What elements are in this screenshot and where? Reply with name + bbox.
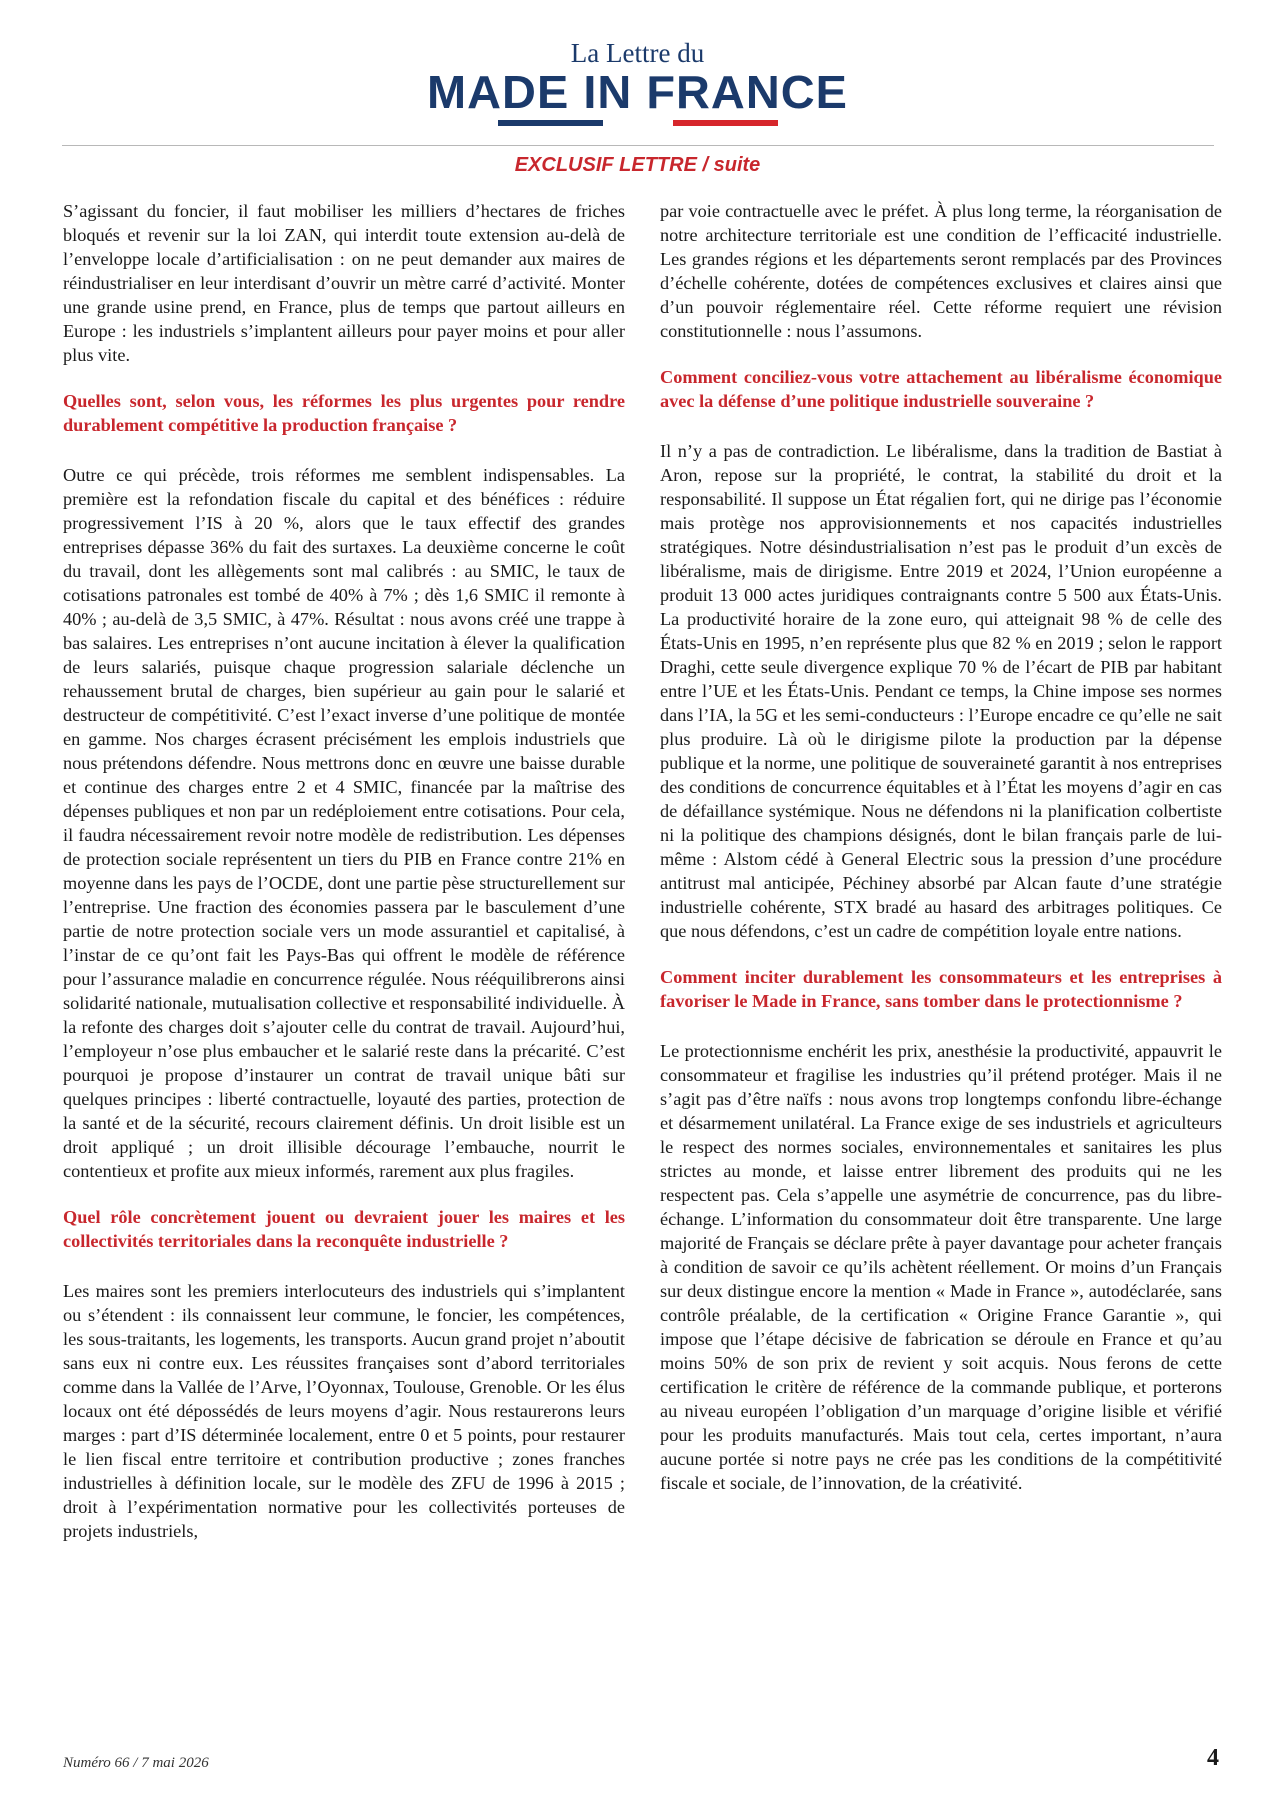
interview-question: Comment conciliez-vous votre attachement au libéralisme économique avec la défense d’une politique industrielle souveraine ?	[660, 367, 1222, 411]
right-column	[660, 199, 1222, 1495]
body-paragraph: Les maires sont les premiers interlocuteurs des industriels qui s’implantent ou s’étendent : ils connaissent leur commune, le foncier, les compétences, les sous-traitants, les logements, les transports. Aucun grand projet n’aboutit sans eux ni contre eux. Les réussites françaises sont d’abord territoriales comme dans la Vallée de l’Arve, l’Oyonnax, Toulouse, Grenoble. Or les élus locaux ont été dépossédés de leurs moyens d’agir. Nous restaurerons leurs marges : part d’IS déterminée localement, entre 0 et 5 points, pour restaurer le lien fiscal entre territoire et contribution productive ; zones franches industrielles à définition locale, sur le modèle des ZFU de 1996 à 2015 ; droit à l’expérimentation normative pour les collectivités porteuses de projets industriels,	[63, 1281, 625, 1541]
interview-question: Quel rôle concrètement jouent ou devraient jouer les maires et les collectivités territoriales dans la reconquête industrielle ?	[63, 1207, 625, 1251]
flag-bar-blue	[498, 120, 603, 126]
header-divider	[62, 145, 1214, 146]
body-paragraph: Le protectionnisme enchérit les prix, anesthésie la productivité, appauvrit le consommateur et fragilise les industries qu’il prétend protéger. Mais il ne s’agit pas d’être naïfs : nous avons trop longtemps confondu libre-échange et désarmement unilatéral. La France exige de ses industriels et agriculteurs le respect des normes sociales, environnementales et sanitaires les plus strictes au monde, et laisse entrer librement des produits qui ne les respectent pas. Cela s’appelle une asymétrie de concurrence, pas du libre-échange. L’information du consommateur doit être transparente. Une large majorité de Français se déclare prête à payer davantage pour acheter français à condition de savoir ce qu’ils achètent réellement. Or moins d’un Français sur deux distingue encore la mention « Made in France », autodéclarée, sans contrôle préalable, de la certification « Origine France Garantie », qui impose que l’étape décisive de fabrication se déroule en France et qu’au moins 50% de son prix de revient y soit acquis. Nous ferons de cette certification le critère de référence de la commande publique, et porterons au niveau européen l’obligation d’un marquage d’origine lisible et vérifié pour les produits manufacturés. Mais tout cela, certes important, n’aura aucune portée si notre pays ne crée pas les conditions de la compétitivité fiscale et sociale, de l’innovation, de la créativité.	[660, 1041, 1222, 1493]
masthead-title: MADE IN FRANCE	[427, 66, 848, 118]
body-paragraph: par voie contractuelle avec le préfet. À plus long terme, la réorganisation de notre architecture territoriale est une condition de l’efficacité industrielle. Les grandes régions et les départements seront remplacés par des Provinces d’échelle cohérente, dotées de compétences exclusives et claires ainsi que d’un pouvoir réglementaire réel. Cette réforme requiert une révision constitutionnelle : nous l’assumons.	[660, 201, 1222, 341]
masthead-flag-bars	[0, 120, 1275, 126]
interview-question: Comment inciter durablement les consommateurs et les entreprises à favoriser le Made in France, sans tomber dans le protectionnisme ?	[660, 967, 1222, 1011]
issue-footer: Numéro 66 / 7 mai 2026	[63, 1755, 209, 1771]
section-label: EXCLUSIF LETTRE / suite	[514, 154, 761, 176]
masthead	[0, 38, 1275, 126]
body-paragraph: Il n’y a pas de contradiction. Le libéralisme, dans la tradition de Bastiat à Aron, repose sur la propriété, le contrat, la stabilité du droit et la responsabilité. Il suppose un État régalien fort, qui ne dirige pas l’économie mais protège nos approvisionnements et nos capacités industrielles stratégiques. Notre désindustrialisation n’est pas le produit d’un excès de libéralisme, mais de dirigisme. Entre 2019 et 2024, l’Union européenne a produit 13 000 actes juridiques contraignants contre 5 500 aux États-Unis. La productivité horaire de la zone euro, qui atteignait 98 % de celle des États-Unis en 1995, n’en représente plus que 82 % en 2019 ; selon le rapport Draghi, cette seule divergence explique 70 % de l’écart de PIB par habitant entre l’UE et les États-Unis. Pendant ce temps, la Chine impose ses normes dans l’IA, la 5G et les semi-conducteurs : l’Europe encadre ce qu’elle ne sait plus produire. Là où le dirigisme pilote la production par la dépense publique et la norme, une politique de souveraineté garantit à nos entreprises des conditions de concurrence équitables et à l’État les moyens d’agir en cas de défaillance systémique. Nous ne défendons ni la planification colbertiste ni la politique des champions désignés, dont le bilan français parle de lui-même : Alstom cédé à General Electric sous la pression d’une procédure antitrust mal anticipée, Péchiney absorbé par Alcan faute d’une stratégie industrielle cohérente, STX bradé au hasard des arbitrages politiques. Ce que nous défendons, c’est un cadre de compétition loyale entre nations.	[660, 441, 1222, 941]
body-paragraph: S’agissant du foncier, il faut mobiliser les milliers d’hectares de friches bloqués et revenir sur la loi ZAN, qui interdit toute extension au-delà de l’enveloppe locale d’artificialisation : on ne peut demander aux maires de réindustrialiser en leur interdisant d’ouvrir un mètre carré d’activité. Monter une grande usine prend, en France, plus de temps que partout ailleurs en Europe : les industriels s’implantent ailleurs pour payer moins et pour aller plus vite.	[63, 201, 625, 365]
masthead-kicker: La Lettre du	[570, 38, 705, 68]
page-number: 4	[1207, 1745, 1219, 1771]
body-paragraph: Outre ce qui précède, trois réformes me semblent indispensables. La première est la refondation fiscale du capital et des bénéfices : réduire progressivement l’IS à 20 %, alors que le taux effectif des grandes entreprises dépasse 36% du fait des surtaxes. La deuxième concerne le coût du travail, dont les allègements sont mal calibrés : au SMIC, le taux de cotisations patronales est tombé de 40% à 7% ; dès 1,6 SMIC il remonte à 40% ; au-delà de 3,5 SMIC, à 47%. Résultat : nous avons créé une trappe à bas salaires. Les entreprises n’ont aucune incitation à élever la qualification de leurs salariés, puisque chaque progression salariale déclenche un rehaussement brutal de charges, bien supérieur au gain pour le salarié et destructeur de compétitivité. C’est l’exact inverse d’une politique de montée en gamme. Nos charges écrasent précisément les emplois industriels que nous prétendons défendre. Nous mettrons donc en œuvre une baisse durable et continue des charges entre 2 et 4 SMIC, financée par la maîtrise des dépenses publiques et non par un redéploiement entre cotisations. Pour cela, il faudra nécessairement revoir notre modèle de redistribution. Les dépenses de protection sociale représentent un tiers du PIB en France contre 21% en moyenne dans les pays de l’OCDE, dont une partie pèse structurellement sur l’entreprise. Une fraction des économies passera par le basculement d’une partie de notre protection sociale vers un mode assurantiel et capitalisé, à l’instar de ce qu’ont fait les Pays-Bas qui offrent le modèle de référence pour l’assurance maladie en concurrence régulée. Nous rééquilibrerons ainsi solidarité nationale, mutualisation collective et responsabilité individuelle. À la refonte des charges doit s’ajouter celle du contrat de travail. Aujourd’hui, l’employeur n’ose plus embaucher et le salarié reste dans la précarité. C’est pourquoi je propose d’instaurer un contrat de travail unique bâti sur quelques principes : liberté contractuelle, loyauté des parties, protection de la santé et de la sécurité, recours clairement définis. Un droit lisible est un droit appliqué ; un droit illisible décourage l’embauche, nourrit le contentieux et profite aux mieux informés, rarement aux plus fragiles.	[63, 465, 625, 1181]
left-column	[63, 199, 625, 1543]
interview-question: Quelles sont, selon vous, les réformes les plus urgentes pour rendre durablement compétitive la production française ?	[63, 391, 625, 435]
flag-bar-red	[673, 120, 778, 126]
